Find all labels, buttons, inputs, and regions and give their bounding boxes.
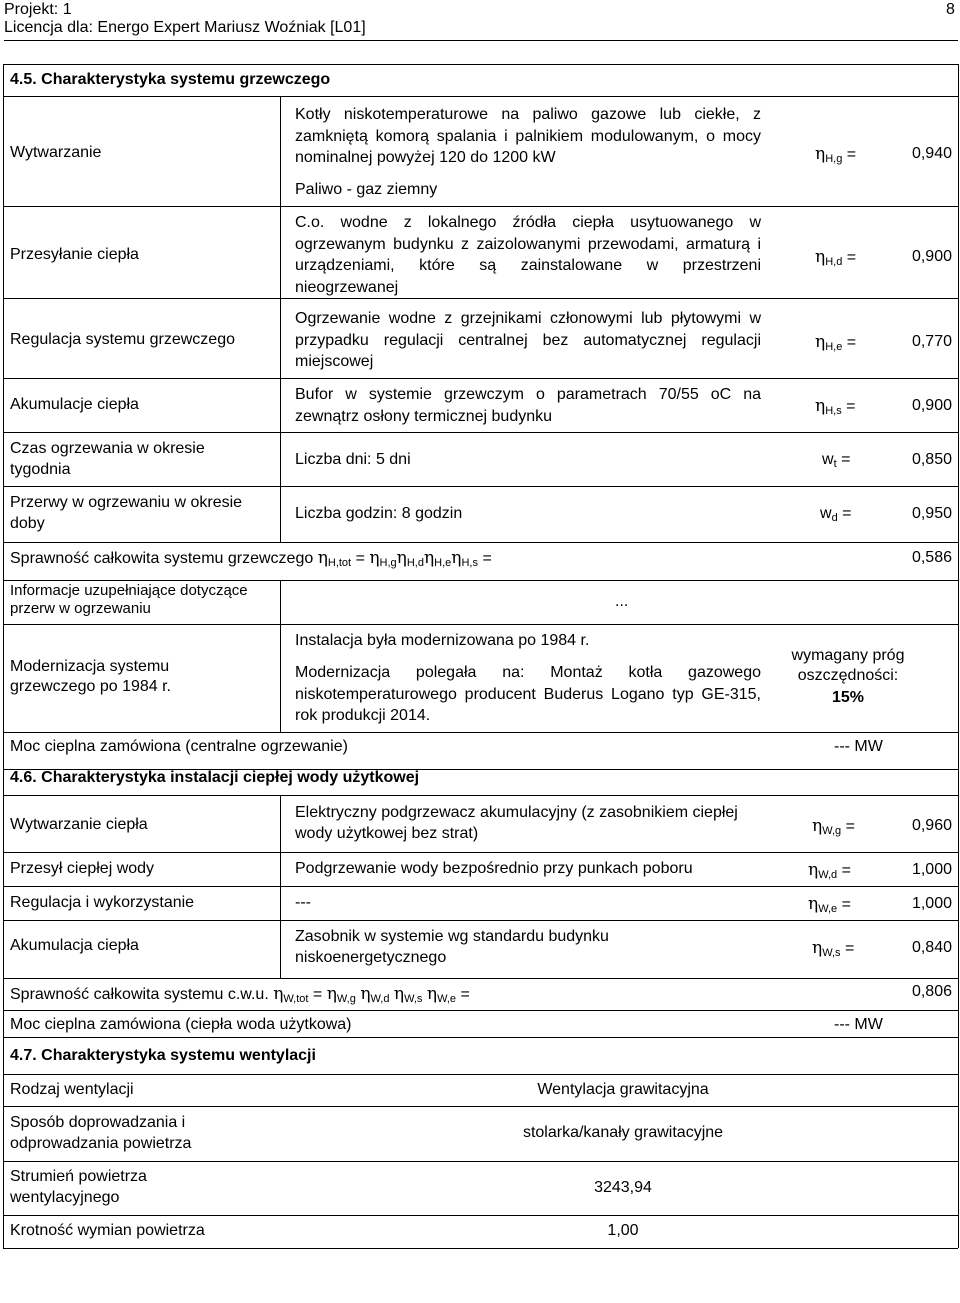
fuel-note: Paliwo - gaz ziemny (295, 181, 438, 198)
hot-water-row-label: Przesył ciepłej wody (10, 860, 155, 877)
hot-water-row-value: 0,840 (911, 939, 952, 956)
hw-ordered-power-label: Moc cieplna zamówiona (ciepła woda użytkowa) (10, 1016, 352, 1033)
ordered-power-label: Moc cieplna zamówiona (centralne ogrzewanie) (10, 738, 348, 755)
hot-water-row-symbol: $\eta_{W,e}$ = (808, 894, 851, 915)
hot-water-row-symbol: $\eta_{W,g}$ = (812, 816, 855, 837)
heating-row-desc: Ogrzewanie wodne z grzejnikami członowymi lub płytowymi w przypadku regulacji centralnej bez automatycznej regulacji miejscowej (295, 310, 761, 370)
threshold-label: wymagany próg oszczędności: (791, 647, 905, 684)
heating-row-value: 0,940 (911, 145, 952, 162)
heating-row-value: 0,950 (911, 505, 952, 522)
hot-water-row-desc: Elektryczny podgrzewacz akumulacyjny (z zasobnikiem ciepłej wody użytkowej bez strat) (295, 804, 738, 842)
hot-water-row-value: 1,000 (911, 895, 952, 912)
hot-water-row-desc: Podgrzewanie wody bezpośrednio przy punkach poboru (295, 860, 693, 877)
section-title-ventilation: 4.7. Charakterystyka systemu wentylacji (10, 1047, 316, 1064)
hot-water-total: Sprawność całkowita systemu c.w.u. $\eta_{W,tot} = \eta_{W,g}$ $\eta_{W,d}$ $\eta_{W,s}$ $\eta_{W,e}$ = (10, 984, 470, 1005)
ventilation-row-value: Wentylacja grawitacyjna (537, 1081, 709, 1098)
hot-water-row-label: Wytwarzanie ciepła (10, 816, 148, 833)
hot-water-total-value: 0,806 (911, 983, 952, 1000)
heating-row-label: Przesyłanie ciepła (10, 246, 139, 263)
modernization-line2: Modernizacja polegała na: Montaż kotła gazowego niskotemperaturowego producent Buderus Logano typ GE-315, rok produkcji 2014. (295, 664, 761, 724)
heating-row-symbol: $\eta_{H,d}$ = (815, 247, 857, 268)
heating-row-desc: Kotły niskotemperaturowe na paliwo gazowe lub ciekłe, z zamkniętą komorą spalania i palnikiem modulowanym, o mocy nominalnej powyżej 120 do 1200 kW (295, 106, 761, 166)
ventilation-row-value: 3243,94 (594, 1179, 652, 1196)
ventilation-row-value: 1,00 (607, 1222, 639, 1239)
heating-row-label: Przerwy w ogrzewaniu w okresie doby (10, 494, 243, 532)
heating-row-value: 0,770 (911, 333, 952, 350)
ordered-power-value: --- MW (834, 738, 883, 755)
hot-water-row-desc: Zasobnik w systemie wg standardu budynku niskoenergetycznego (295, 928, 609, 966)
header-rule (4, 40, 958, 41)
hot-water-row-symbol: $\eta_{W,s}$ = (812, 938, 855, 959)
heating-row-symbol: $\eta_{H,g}$ = (815, 144, 857, 165)
heating-total: Sprawność całkowita systemu grzewczego $\eta_{H,tot} = \eta_{H,g}\eta_{H,d}\eta_{H,e}\eta_{H,s}$ = (10, 548, 492, 569)
heating-total-value: 0,586 (911, 549, 952, 566)
modernization-line1: Instalacja była modernizowana po 1984 r. (295, 632, 590, 649)
heating-row-label: Wytwarzanie (10, 144, 102, 161)
heating-row-value: 0,850 (911, 451, 952, 468)
license-label: Licencja dla: Energo Expert Mariusz Woźniak [L01] (4, 19, 366, 36)
info-label: Informacje uzupełniające dotyczące przerw w ogrzewaniu (10, 582, 248, 617)
heating-row-desc: Liczba godzin: 8 godzin (295, 505, 463, 522)
ventilation-row-label: Krotność wymian powietrza (10, 1222, 205, 1239)
project-label: Projekt: 1 (4, 1, 72, 18)
heating-row-desc: C.o. wodne z lokalnego źródła ciepła usytuowanego w ogrzewanym budynku z zaizolowanymi przewodami, armaturą i urządzeniami, które są zainstalowane w przestrzeni nieogrzewanej (295, 214, 761, 296)
ventilation-row-label: Sposób doprowadzania i odprowadzania powietrza (10, 1114, 192, 1152)
heating-row-symbol: $\eta_{H,s}$ = (815, 396, 856, 417)
heating-row-label: Regulacja systemu grzewczego (10, 331, 235, 348)
threshold-value: 15% (831, 689, 865, 706)
heating-row-symbol: $w_t$ = (822, 451, 851, 470)
heating-row-value: 0,900 (911, 397, 952, 414)
hot-water-row-value: 0,960 (911, 817, 952, 834)
hw-ordered-power-value: --- MW (834, 1016, 883, 1033)
heating-row-label: Czas ogrzewania w okresie tygodnia (10, 440, 205, 478)
hot-water-row-symbol: $\eta_{W,d}$ = (808, 860, 851, 881)
modernization-label: Modernizacja systemu grzewczego po 1984 r. (10, 658, 171, 695)
heating-row-value: 0,900 (911, 248, 952, 265)
heating-row-label: Akumulacje ciepła (10, 396, 139, 413)
hot-water-row-label: Akumulacja ciepła (10, 937, 139, 954)
heating-row-desc: Liczba dni: 5 dni (295, 451, 411, 468)
hot-water-row-desc: --- (295, 894, 311, 911)
hot-water-row-value: 1,000 (911, 861, 952, 878)
page-number: 8 (946, 1, 955, 18)
ventilation-row-label: Rodzaj wentylacji (10, 1081, 134, 1098)
info-value: ... (615, 593, 629, 610)
section-title-heating: 4.5. Charakterystyka systemu grzewczego (10, 71, 331, 88)
hot-water-row-label: Regulacja i wykorzystanie (10, 894, 195, 911)
ventilation-row-value: stolarka/kanały grawitacyjne (522, 1124, 724, 1141)
section-title-hot-water: 4.6. Charakterystyka instalacji ciepłej wody użytkowej (10, 769, 420, 786)
heating-row-symbol: $\eta_{H,e}$ = (815, 332, 857, 353)
heating-row-symbol: $w_d$ = (820, 505, 852, 524)
heating-row-desc: Bufor w systemie grzewczym o parametrach 70/55 oC na zewnątrz osłony termicznej budynku (295, 386, 761, 425)
ventilation-row-label: Strumień powietrza wentylacyjnego (10, 1168, 147, 1206)
